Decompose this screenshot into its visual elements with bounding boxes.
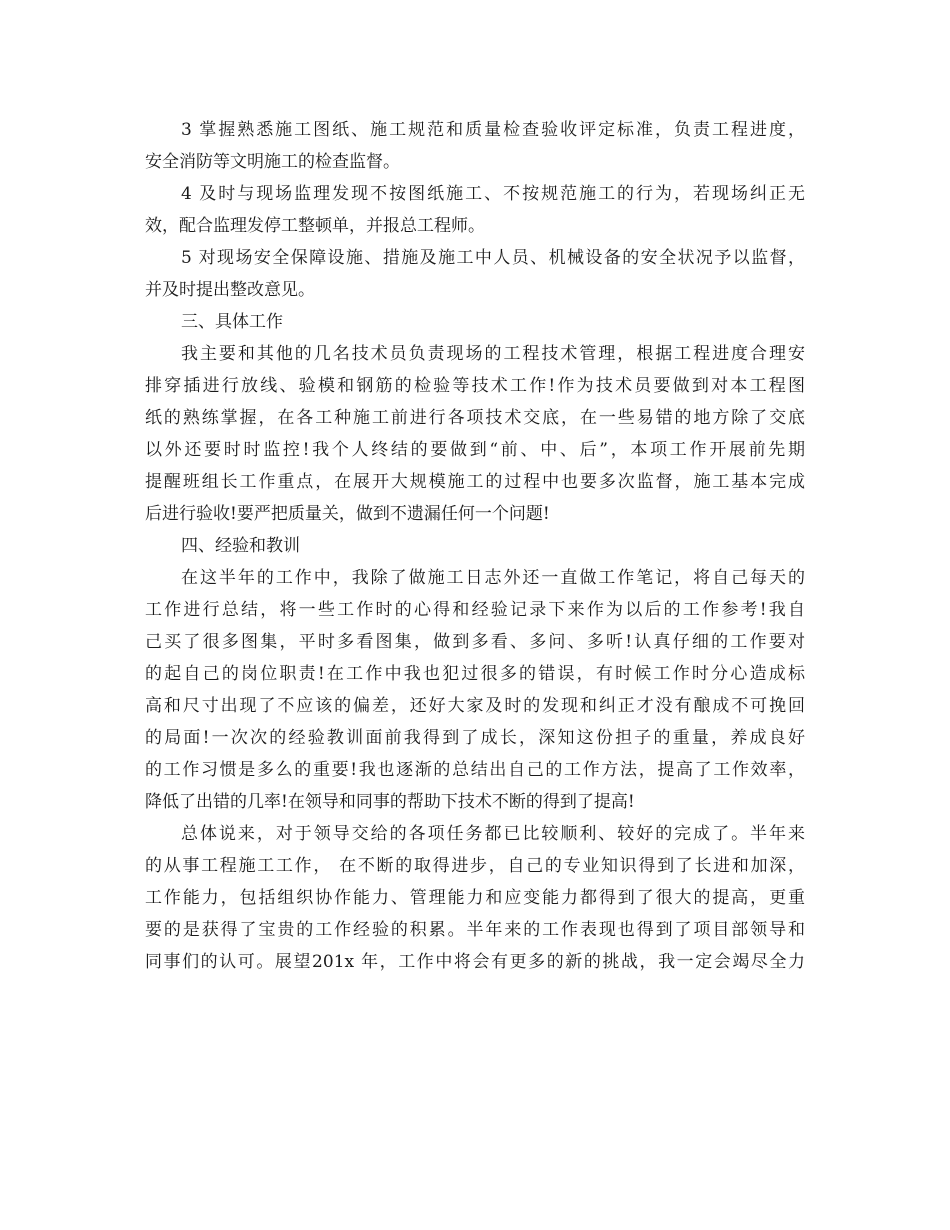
text-line: 安全消防等文明施工的检查监督。 (145, 152, 400, 172)
text-line: 的工作习惯是多么的重要!我也逐渐的总结出自己的工作方法，提高了工作效率， (145, 760, 805, 780)
text-line: 后进行验收!要严把质量关，做到不遗漏任何一个问题! (145, 504, 550, 524)
text-line: 高和尺寸出现了不应该的偏差，还好大家及时的发现和纠正才没有酿成不可挽回 (145, 696, 805, 716)
text-line: 同事们的认可。展望201x 年，工作中将会有更多的新的挑战，我一定会竭尽全力 (145, 952, 805, 972)
text-line: 我主要和其他的几名技术员负责现场的工程技术管理，根据工程进度合理安 (181, 344, 805, 364)
text-line: 提醒班组长工作重点，在展开大规模施工的过程中也要多次监督，施工基本完成 (145, 472, 805, 492)
text-line: 降低了出错的几率!在领导和同事的帮助下技术不断的得到了提高! (145, 792, 635, 812)
text-line: 在这半年的工作中，我除了做施工日志外还一直做工作笔记，将自己每天的 (181, 568, 805, 588)
text-line: 三、具体工作 (181, 312, 283, 332)
text-line: 的局面!一次次的经验教训面前我得到了成长，深知这份担子的重量，养成良好 (145, 728, 805, 748)
text-line: 要的是获得了宝贵的工作经验的积累。半年来的工作表现也得到了项目部领导和 (145, 920, 805, 940)
text-line: 的起自己的岗位职责!在工作中我也犯过很多的错误，有时候工作时分心造成标 (145, 664, 805, 684)
text-line: 5 对现场安全保障设施、措施及施工中人员、机械设备的安全状况予以监督， (181, 248, 805, 268)
text-line: 3 掌握熟悉施工图纸、施工规范和质量检查验收评定标准，负责工程进度， (181, 120, 805, 140)
text-line: 并及时提出整改意见。 (145, 280, 315, 300)
text-line: 以外还要时时监控!我个人终结的要做到“前、中、后”，本项工作开展前先期 (145, 440, 805, 460)
text-line: 总体说来，对于领导交给的各项任务都已比较顺利、较好的完成了。半年来 (181, 824, 805, 844)
document-page (145, 114, 805, 978)
text-line: 纸的熟练掌握，在各工种施工前进行各项技术交底，在一些易错的地方除了交底 (145, 408, 805, 428)
text-line: 排穿插进行放线、验模和钢筋的检验等技术工作!作为技术员要做到对本工程图 (145, 376, 805, 396)
text-line: 工作进行总结，将一些工作时的心得和经验记录下来作为以后的工作参考!我自 (145, 600, 805, 620)
text-line: 工作能力，包括组织协作能力、管理能力和应变能力都得到了很大的提高，更重 (145, 888, 805, 908)
text-line: 四、经验和教训 (181, 536, 300, 556)
text-line: 4 及时与现场监理发现不按图纸施工、不按规范施工的行为，若现场纠正无 (181, 184, 805, 204)
text-line: 效，配合监理发停工整顿单，并报总工程师。 (145, 216, 485, 236)
text-line: 己买了很多图集，平时多看图集，做到多看、多问、多听!认真仔细的工作要对 (145, 632, 805, 652)
text-line: 的从事工程施工工作， 在不断的取得进步，自己的专业知识得到了长进和加深， (145, 856, 805, 876)
